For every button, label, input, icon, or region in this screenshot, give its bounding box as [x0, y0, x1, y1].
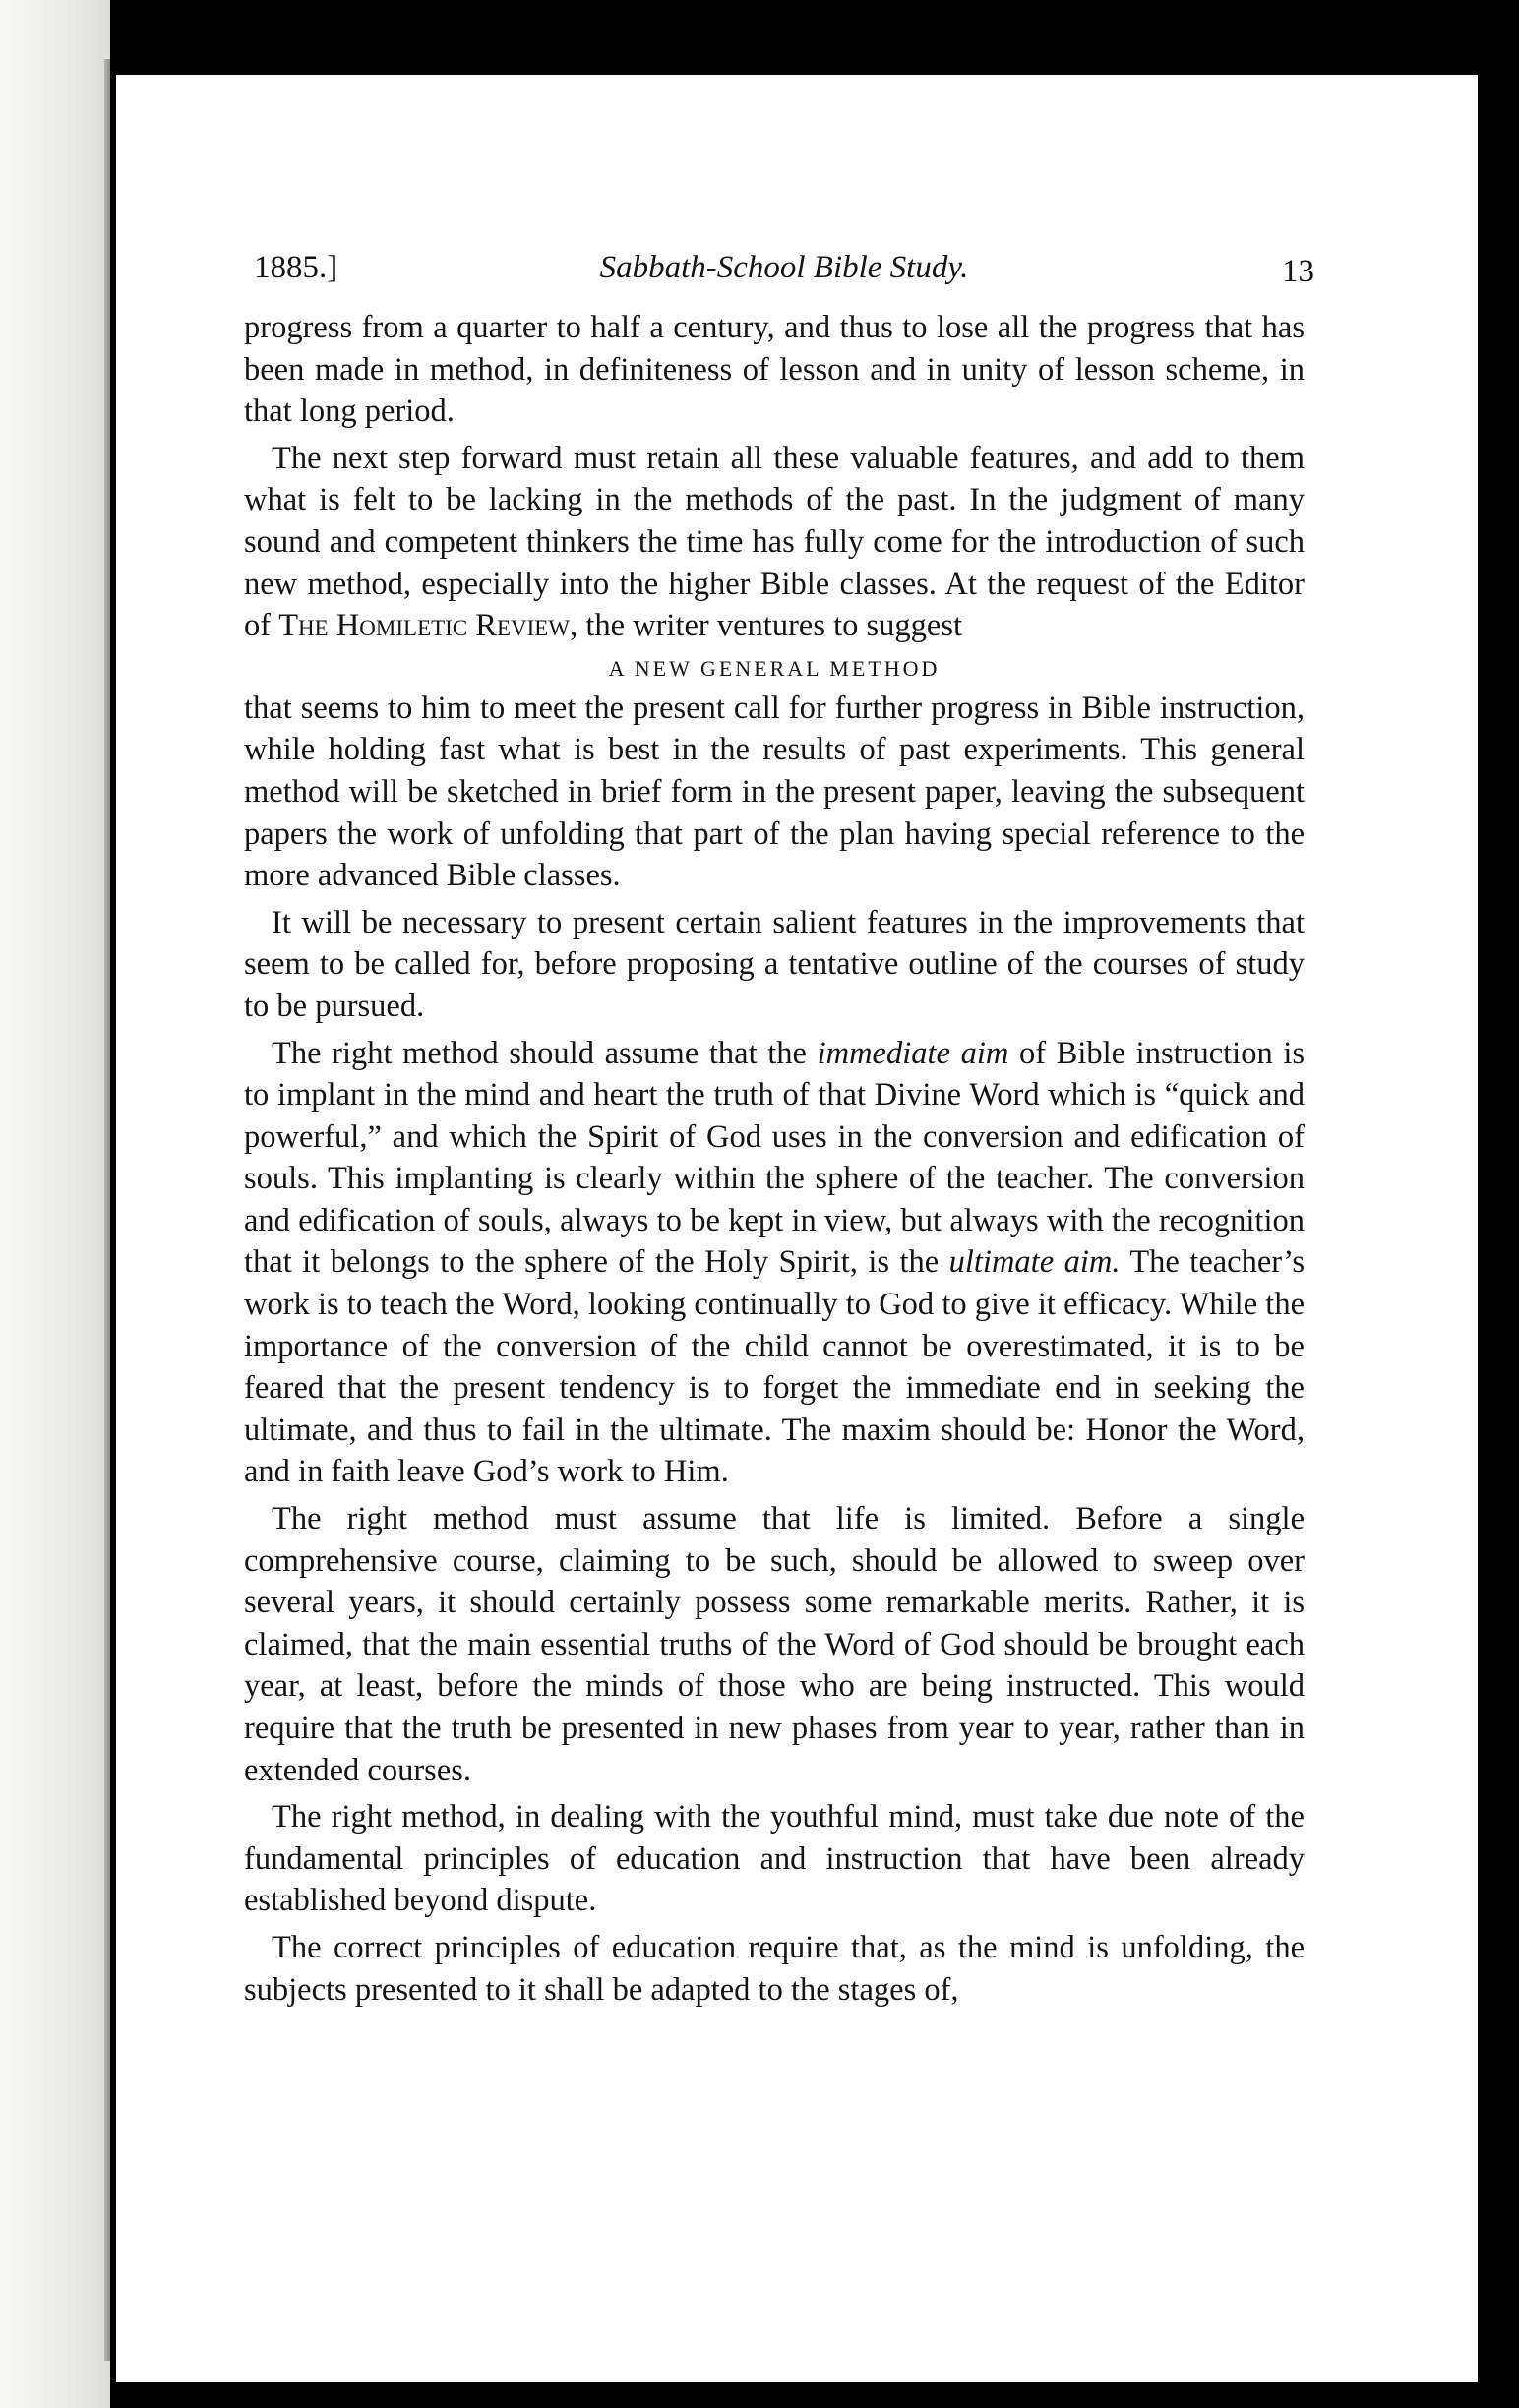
journal-title: The Homiletic Review	[278, 608, 571, 644]
paragraph-salient-features: It will be necessary to present certain salient features in the improvements that seem to be called for, before proposing a tentative outline of the courses of study to be pursued.	[244, 904, 1305, 1024]
body-text	[244, 307, 1305, 2016]
page-number: 13	[1282, 254, 1314, 289]
section-heading: A NEW GENERAL METHOD	[608, 655, 941, 681]
paragraph-text: , the writer ventures to suggest	[570, 608, 962, 644]
emphasis-immediate-aim: immediate aim	[817, 1035, 1009, 1071]
paragraph-general-method: that seems to him to meet the present call for further progress in Bible instruction, while holding fast what is best in the results of past experiments. This general method will be sketched in brief form in the present paper, leaving the subsequent papers the work of unfolding that part of the plan having special reference to the more advanced Bible classes.	[244, 690, 1305, 894]
paragraph-next-step	[244, 438, 1305, 647]
adjacent-page-edge	[0, 0, 110, 2408]
paragraph-continued: progress from a quarter to half a century, and thus to lose all the progress that has been made in method, in definiteness of lesson and in unity of lesson scheme, in that long period.	[244, 310, 1305, 430]
paragraph-text: of Bible instruction is to implant in the mind and heart the truth of that Divine Word which is “quick and powerful,” and which the Spirit of God uses in the conversion and edification of souls. This implanting is clearly within the sphere of the teacher. The conversion and edification of souls, always to be kept in view, but always with the recognition that it belongs to the sphere of the Holy Spirit, is the	[244, 1035, 1305, 1281]
paragraph-text: The right method should assume that the	[272, 1035, 818, 1071]
paragraph-text: The teacher’s work is to teach the Word, looking continually to God to give it efficacy. While the importance of the conversion of the child cannot be overestimated, it is to be feared that the present tendency is to forget the immediate end in seeking the ultimate, and thus to fail in the ultimate. The maxim should be: Honor the Word, and in faith leave God’s work to Him.	[244, 1244, 1305, 1490]
emphasis-ultimate-aim: ultimate aim.	[948, 1244, 1121, 1281]
header-year: 1885.]	[254, 250, 338, 285]
paragraph-principles: The correct principles of education require that, as the mind is unfolding, the subjects presented to it shall be adapted to the stages of,	[244, 1929, 1305, 2008]
paragraph-immediate-aim	[244, 1033, 1305, 1494]
page-gutter-shadow	[104, 59, 110, 2361]
paragraph-life-limited: The right method must assume that life is limited. Before a single comprehensive course, claiming to be such, should be allowed to sweep over several years, it should certainly possess some remarkable merits. Rather, it is claimed, that the main essential truths of the Word of God should be brought each year, at least, before the minds of those who are being instructed. This would require that the truth be presented in new phases from year to year, rather than in extended courses.	[244, 1501, 1305, 1788]
paragraph-text: The next step forward must retain all these valuable features, and add to them what is felt to be lacking in the methods of the past. In the judgment of many sound and competent thinkers the time has fully come for the introduction of such new method, especially into the higher Bible classes. At the request of the Editor of	[244, 440, 1305, 644]
paragraph-youthful-mind: The right method, in dealing with the youthful mind, must take due note of the fundamental principles of education and instruction that have been already established beyond dispute.	[244, 1799, 1305, 1919]
page-header	[254, 250, 1314, 293]
running-title: Sabbath-School Bible Study.	[599, 250, 969, 285]
